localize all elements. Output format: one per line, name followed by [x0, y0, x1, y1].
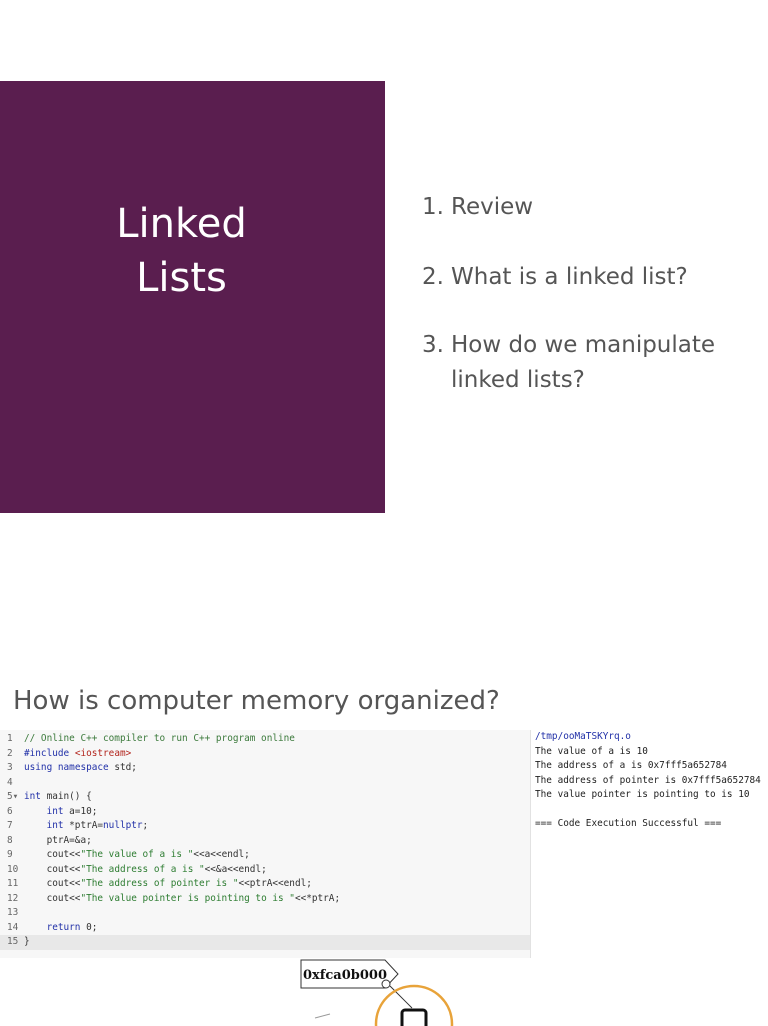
code-line[interactable]	[0, 732, 530, 747]
line-number: 1	[7, 733, 13, 744]
code-line[interactable]	[0, 848, 530, 863]
console-line: The value of a is 10	[535, 745, 648, 757]
code-editor[interactable]	[0, 730, 531, 958]
address-tag-label: 0xfca0b000	[303, 968, 387, 983]
code-line[interactable]	[0, 906, 530, 921]
console-line: The value pointer is pointing to is 10	[535, 789, 750, 800]
code-line[interactable]	[0, 790, 530, 805]
slide-title	[0, 197, 363, 305]
code-line[interactable]	[0, 776, 530, 791]
line-number: 3	[7, 762, 13, 773]
agenda-number: 2.	[422, 264, 444, 290]
code-line[interactable]	[0, 935, 530, 950]
code-text: cout<<"The value of a is "<<a<<endl;	[24, 849, 250, 860]
code-line[interactable]	[0, 877, 530, 892]
line-number: 12	[7, 892, 19, 904]
code-text: // Online C++ compiler to run C++ program online	[24, 733, 295, 744]
code-text: int a=10;	[46, 805, 98, 817]
console-line: The address of pointer is 0x7fff5a652784	[535, 774, 761, 786]
code-text: #include <iostream>	[24, 747, 132, 759]
memory-tag-diagram	[290, 956, 470, 1026]
agenda-item-2	[404, 260, 688, 295]
line-number: 7	[7, 820, 13, 831]
agenda-label	[444, 328, 715, 398]
agenda-number: 3.	[422, 332, 444, 358]
code-line[interactable]	[0, 819, 530, 834]
code-line[interactable]	[0, 805, 530, 820]
agenda-item-3	[404, 328, 715, 398]
console-line: The address of a is 0x7fff5a652784	[535, 760, 727, 771]
line-number: 9	[7, 849, 13, 860]
line-number: 2	[7, 747, 13, 759]
pointer-line	[315, 1014, 330, 1018]
code-text: return 0;	[46, 921, 98, 933]
slide-title-line-2: Lists	[136, 255, 227, 301]
memory-slide-title: How is computer memory organized?	[13, 686, 500, 716]
output-console	[531, 730, 768, 958]
code-text: int main() {	[24, 791, 92, 802]
line-number: 13	[7, 907, 19, 918]
slide-title-line-1: Linked	[116, 201, 247, 247]
code-text: ptrA=&a;	[24, 834, 92, 846]
code-text: int *ptrA=nullptr;	[46, 820, 149, 831]
line-number: 10	[7, 863, 19, 875]
agenda-label: What is a linked list?	[451, 264, 688, 290]
code-line[interactable]	[0, 863, 530, 878]
agenda-item-1	[404, 190, 533, 225]
agenda-label-line-2: linked lists?	[451, 367, 585, 393]
code-text: cout<<"The address of pointer is "<<ptrA<<endl;	[24, 878, 312, 889]
code-line[interactable]	[0, 892, 530, 907]
code-line[interactable]	[0, 834, 530, 849]
line-number: 4	[7, 776, 13, 788]
code-text: cout<<"The value pointer is pointing to is "<<*ptrA;	[24, 892, 341, 904]
memory-slide	[0, 680, 768, 1024]
line-number: 15	[7, 936, 19, 947]
agenda-label: Review	[451, 194, 534, 220]
code-text: }	[24, 936, 30, 947]
code-text: using namespace std;	[24, 762, 137, 773]
code-line[interactable]	[0, 747, 530, 762]
line-number: 11	[7, 878, 19, 889]
agenda-number: 1.	[422, 194, 444, 220]
code-line[interactable]	[0, 761, 530, 776]
agenda-label-line-1: How do we manipulate	[451, 332, 716, 358]
line-number: 6	[7, 805, 13, 817]
console-line: === Code Execution Successful ===	[535, 818, 722, 829]
line-number: 5▾	[7, 791, 19, 802]
line-number: 14	[7, 921, 19, 933]
line-number: 8	[7, 834, 13, 846]
code-line[interactable]	[0, 921, 530, 936]
code-text: cout<<"The address of a is "<<&a<<endl;	[24, 863, 267, 875]
console-path: /tmp/ooMaTSKYrq.o	[535, 731, 631, 742]
